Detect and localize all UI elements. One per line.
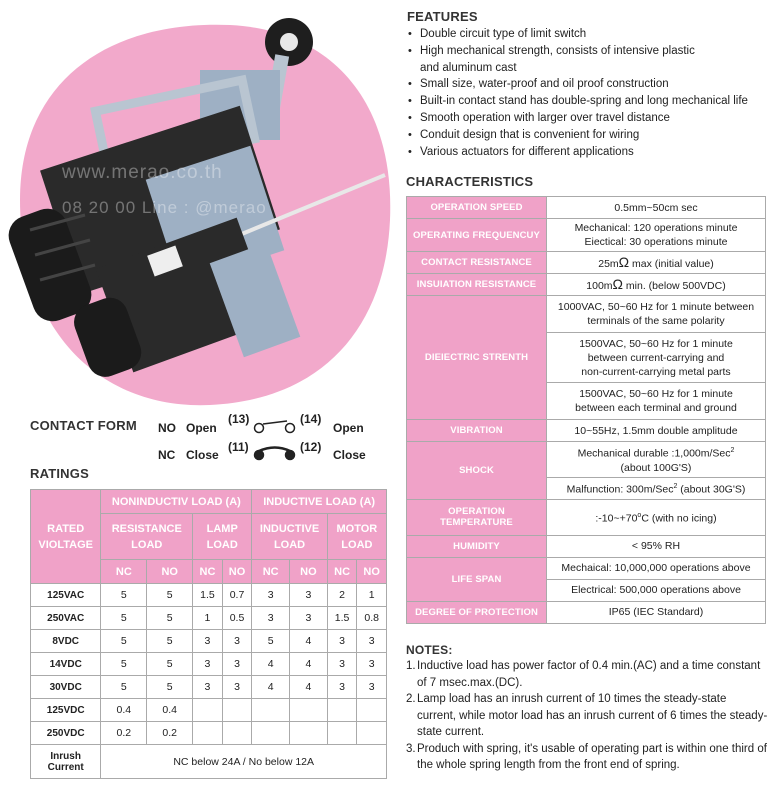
char-label: SHOCK	[407, 442, 547, 500]
feature-item: • Built-in contact stand has double-spring and long mechanical life	[407, 93, 772, 110]
contact-close-label-right: Close	[333, 448, 366, 462]
rating-cell: 3	[222, 676, 252, 699]
contact-no-label: NO	[158, 421, 176, 435]
char-value: Electrical: 500,000 operations above	[547, 579, 766, 601]
rating-cell: 2	[327, 584, 357, 607]
char-label: DEGREE OF PROTECTION	[407, 601, 547, 623]
terminal-12: (12)	[300, 440, 322, 454]
rating-cell	[193, 722, 223, 745]
contact-close-label-left: Close	[186, 448, 219, 462]
rating-cell: 5	[101, 653, 147, 676]
rating-cell: 4	[252, 653, 290, 676]
feature-item: • Various actuators for different applications	[407, 144, 772, 161]
rating-cell: 5	[101, 584, 147, 607]
inductive-load-header: INDUCTIVE LOAD	[252, 514, 327, 560]
rating-cell: 3	[193, 630, 223, 653]
voltage-cell: 250VAC	[31, 607, 101, 630]
characteristics-table	[406, 196, 766, 624]
inductive-header: INDUCTIVE LOAD (A)	[252, 490, 387, 514]
watermark-website: www.merao.co.th	[62, 162, 223, 183]
terminal-13: (13)	[228, 412, 250, 426]
features-list	[407, 26, 772, 160]
rating-cell: 3	[290, 584, 328, 607]
nc-header: NC	[101, 560, 147, 584]
feature-item: • High mechanical strength, consists of intensive plastic and aluminum cast	[407, 43, 772, 77]
rating-cell: 5	[252, 630, 290, 653]
rating-cell	[290, 722, 328, 745]
rating-cell	[252, 722, 290, 745]
notes-title: NOTES:	[406, 643, 453, 657]
motor-load-header: MOTOR LOAD	[327, 514, 386, 560]
rating-cell: 5	[147, 630, 193, 653]
voltage-cell: 125VDC	[31, 699, 101, 722]
char-label: OPERATING FREQUENCUY	[407, 219, 547, 252]
rating-cell: 3	[327, 676, 357, 699]
rating-cell: 3	[252, 584, 290, 607]
rating-cell	[222, 699, 252, 722]
contact-nc-label: NC	[158, 448, 176, 462]
table-row	[31, 722, 387, 745]
voltage-cell: 14VDC	[31, 653, 101, 676]
rating-cell: 0.8	[357, 607, 387, 630]
feature-item: • Small size, water-proof and oil proof construction	[407, 76, 772, 93]
ratings-title: RATINGS	[30, 466, 89, 481]
char-value: Mechanical durable :1,000m/Sec$^2$ (about 100G'S)	[547, 442, 766, 478]
char-value: 1000VAC, 50~60 Hz for 1 minute between terminals of the same polarity	[547, 296, 766, 333]
char-value: 0.5mm~50cm sec	[547, 197, 766, 219]
rating-cell: 5	[147, 676, 193, 699]
nc-header: NC	[327, 560, 357, 584]
lamp-load-header: LAMP LOAD	[193, 514, 252, 560]
inrush-value: NC below 24A / No below 12A	[101, 745, 387, 779]
rating-cell: 5	[147, 653, 193, 676]
rating-cell: 4	[252, 676, 290, 699]
char-value: Mechaical: 10,000,000 operations above	[547, 557, 766, 579]
rating-cell	[252, 699, 290, 722]
nc-header: NC	[252, 560, 290, 584]
note-item: 3. Produch with spring, it's usable of operating part is within one third of the whole spring length from the front end of spring.	[406, 742, 767, 771]
rating-cell: 3	[222, 653, 252, 676]
no-header: NO	[290, 560, 328, 584]
char-value: < 95% RH	[547, 535, 766, 557]
char-label: INSUIATION RESISTANCE	[407, 274, 547, 296]
contact-form-title: CONTACT FORM	[30, 418, 137, 433]
char-label: CONTACT RESISTANCE	[407, 252, 547, 274]
rating-cell: 0.7	[222, 584, 252, 607]
rating-cell: 4	[290, 653, 328, 676]
noninductive-header: NONINDUCTIV LOAD (A)	[101, 490, 252, 514]
rating-cell	[327, 722, 357, 745]
rating-cell: 1	[357, 584, 387, 607]
ratings-table	[30, 489, 387, 779]
rating-cell	[290, 699, 328, 722]
rating-cell: 0.5	[222, 607, 252, 630]
char-label: HUMIDITY	[407, 535, 547, 557]
rating-cell: 5	[147, 584, 193, 607]
table-row	[31, 699, 387, 722]
product-photo	[0, 0, 395, 415]
features-title: FEATURES	[407, 9, 478, 24]
no-header: NO	[147, 560, 193, 584]
rating-cell: 3	[193, 676, 223, 699]
table-row	[31, 630, 387, 653]
rating-cell: 3	[290, 607, 328, 630]
table-row	[31, 607, 387, 630]
char-value: 1500VAC, 50~60 Hz for 1 minute between current-carrying and non-current-carrying metal parts	[547, 333, 766, 383]
contact-open-label-left: Open	[186, 421, 217, 435]
nc-header: NC	[193, 560, 223, 584]
rating-cell	[222, 722, 252, 745]
rating-cell: 5	[101, 676, 147, 699]
rating-cell: 3	[327, 653, 357, 676]
rating-cell: 3	[327, 630, 357, 653]
rating-cell: 1	[193, 607, 223, 630]
char-label: DIEIECTRIC STRENTH	[407, 296, 547, 420]
char-value: $:-10\sim+70^oC$ (with no icing)	[547, 499, 766, 535]
rating-cell: 0.2	[147, 722, 193, 745]
resistance-load-header: RESISTANCE LOAD	[101, 514, 193, 560]
rating-cell	[193, 699, 223, 722]
notes-list	[406, 658, 768, 774]
rating-cell: 0.4	[101, 699, 147, 722]
char-label: VIBRATION	[407, 420, 547, 442]
feature-item: • Conduit design that is convenient for wiring	[407, 127, 772, 144]
rating-cell: 0.2	[101, 722, 147, 745]
rating-cell: 1.5	[327, 607, 357, 630]
rating-cell: 3	[193, 653, 223, 676]
char-label: OPERATION TEMPERATURE	[407, 499, 547, 535]
rating-cell	[327, 699, 357, 722]
inrush-label: Inrush Current	[31, 745, 101, 779]
note-item: 2. Lamp load has an inrush current of 10 times the steady-state current, while motor load has an inrush current of 6 times the steady-state current.	[406, 693, 768, 738]
char-value: 10~55Hz, 1.5mm double amplitude	[547, 420, 766, 442]
table-row	[31, 676, 387, 699]
char-value: 100mΩ min. (below 500VDC)	[547, 274, 766, 296]
voltage-cell: 125VAC	[31, 584, 101, 607]
rated-voltage-header: RATED VIOLTAGE	[31, 490, 101, 584]
table-row	[31, 653, 387, 676]
rating-cell: 3	[357, 630, 387, 653]
rating-cell: 3	[252, 607, 290, 630]
rating-cell: 3	[357, 653, 387, 676]
terminal-14: (14)	[300, 412, 322, 426]
contact-form-diagram	[250, 420, 300, 465]
char-value: IP65 (IEC Standard)	[547, 601, 766, 623]
char-value: 1500VAC, 50~60 Hz for 1 minute between each terminal and ground	[547, 383, 766, 420]
feature-item: • Double circuit type of limit switch	[407, 26, 772, 43]
char-value: 25mΩ max (initial value)	[547, 252, 766, 274]
voltage-cell: 8VDC	[31, 630, 101, 653]
char-value: Mechanical: 120 operations minute Eiectical: 30 operations minute	[547, 219, 766, 252]
voltage-cell: 250VDC	[31, 722, 101, 745]
table-row	[31, 584, 387, 607]
rating-cell: 5	[101, 607, 147, 630]
no-header: NO	[222, 560, 252, 584]
voltage-cell: 30VDC	[31, 676, 101, 699]
rating-cell: 3	[222, 630, 252, 653]
rating-cell: 4	[290, 676, 328, 699]
watermark-contact: 08 20 00 Line : @merao	[62, 198, 267, 217]
rating-cell: 5	[101, 630, 147, 653]
no-header: NO	[357, 560, 387, 584]
feature-item: • Smooth operation with larger over travel distance	[407, 110, 772, 127]
terminal-11: (11)	[228, 440, 249, 454]
contact-open-label-right: Open	[333, 421, 364, 435]
ratings-rows	[31, 584, 387, 745]
char-value: Malfunction: 300m/Sec$^2$ (about 30G'S)	[547, 477, 766, 499]
rating-cell: 3	[357, 676, 387, 699]
rating-cell: 4	[290, 630, 328, 653]
rating-cell: 0.4	[147, 699, 193, 722]
char-label: OPERATION SPEED	[407, 197, 547, 219]
note-item: 1. Inductive load has power factor of 0.4 min.(AC) and a time constant of 7 msec.max.(DC).	[406, 660, 761, 689]
rating-cell	[357, 722, 387, 745]
char-label: LIFE SPAN	[407, 557, 547, 601]
rating-cell: 5	[147, 607, 193, 630]
characteristics-title: CHARACTERISTICS	[406, 174, 534, 189]
rating-cell	[357, 699, 387, 722]
rating-cell: 1.5	[193, 584, 223, 607]
